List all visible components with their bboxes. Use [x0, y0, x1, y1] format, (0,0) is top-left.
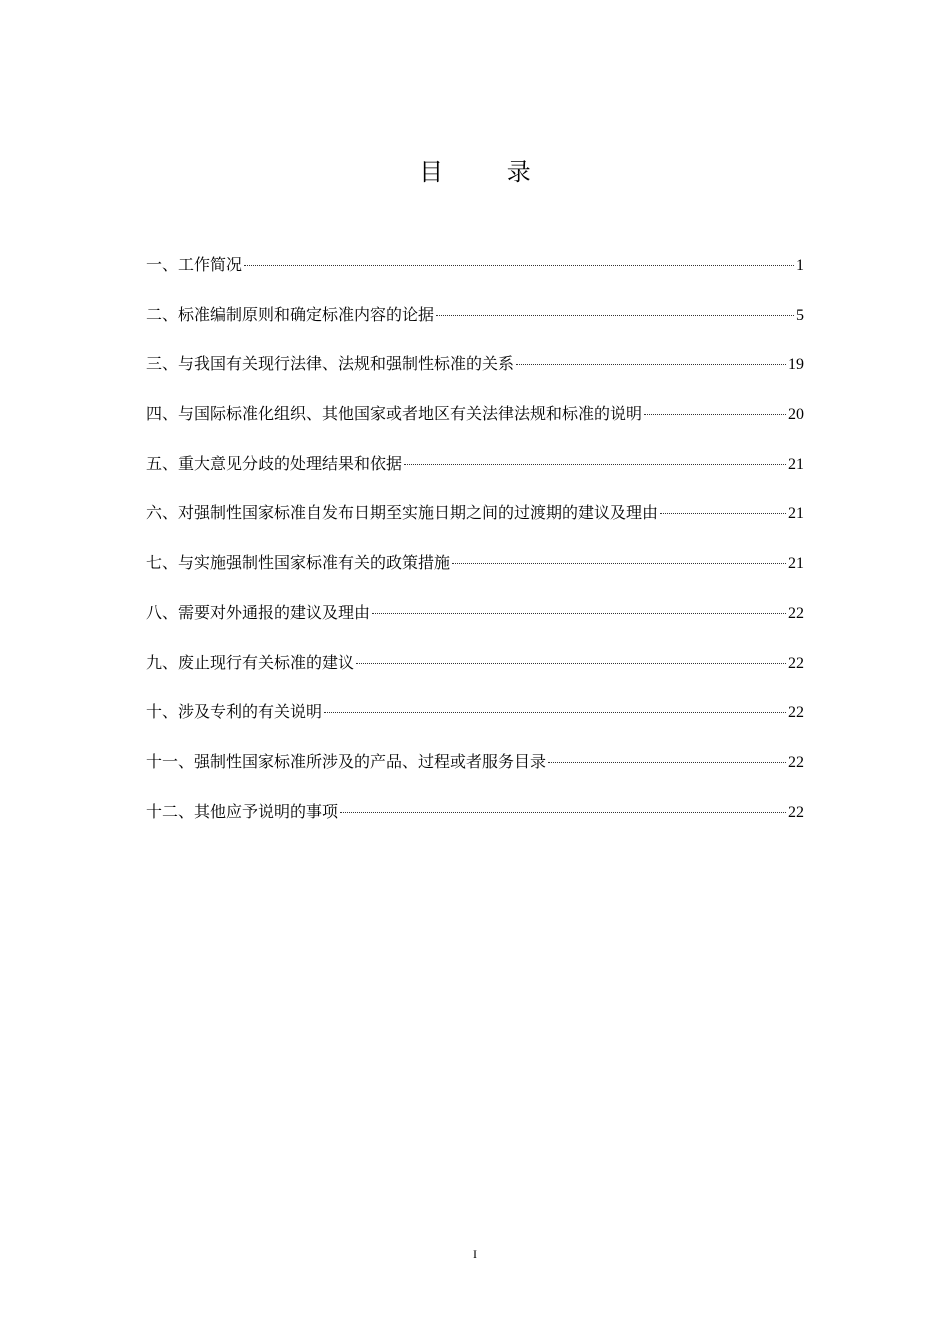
toc-leader-dots	[436, 314, 794, 316]
toc-entry-text: 四、与国际标准化组织、其他国家或者地区有关法律法规和标准的说明	[146, 404, 643, 424]
toc-entry-page: 21	[788, 555, 804, 573]
toc-entry-page: 20	[788, 406, 804, 424]
toc-entry-11[interactable]	[146, 747, 804, 797]
toc-leader-dots	[452, 562, 786, 564]
toc-leader-dots	[356, 662, 786, 664]
toc-entry-text: 一、工作简况	[146, 255, 243, 274]
toc-leader-dots	[548, 761, 786, 763]
toc-entry-page: 22	[788, 704, 804, 722]
toc-entry-page: 22	[788, 753, 804, 771]
toc-entry-text: 五、重大意见分歧的处理结果和依据	[146, 453, 403, 473]
toc-entry-text: 十一、强制性国家标准所涉及的产品、过程或者服务目录	[146, 751, 547, 771]
toc-entry-10[interactable]	[146, 697, 804, 747]
page-number: I	[473, 1247, 477, 1261]
toc-entry-1[interactable]	[146, 250, 804, 300]
toc-entry-6[interactable]	[146, 498, 804, 548]
toc-entry-page: 21	[788, 505, 804, 523]
toc-entry-12[interactable]	[146, 797, 804, 847]
toc-leader-dots	[244, 264, 794, 266]
toc-entry-page: 21	[788, 455, 804, 473]
toc-entry-4[interactable]	[146, 399, 804, 449]
toc-entry-text: 二、标准编制原则和确定标准内容的论据	[146, 304, 435, 324]
toc-entry-8[interactable]	[146, 598, 804, 648]
toc-entry-text: 十、涉及专利的有关说明	[146, 702, 323, 722]
toc-entry-text: 九、废止现行有关标准的建议	[146, 652, 355, 672]
toc-entry-text: 七、与实施强制性国家标准有关的政策措施	[146, 553, 451, 573]
toc-entry-page: 19	[788, 356, 804, 374]
page-title: 目 录	[419, 158, 559, 186]
toc-leader-dots	[660, 512, 786, 514]
toc-entry-page: 5	[796, 306, 804, 324]
table-of-contents	[146, 250, 804, 846]
toc-entry-7[interactable]	[146, 548, 804, 598]
toc-leader-dots	[644, 413, 786, 415]
toc-entry-page: 22	[788, 654, 804, 672]
toc-entry-page: 22	[788, 604, 804, 622]
toc-entry-5[interactable]	[146, 449, 804, 499]
toc-entry-text: 三、与我国有关现行法律、法规和强制性标准的关系	[146, 354, 515, 374]
toc-entry-3[interactable]	[146, 349, 804, 399]
toc-entry-page: 1	[796, 257, 804, 274]
toc-entry-page: 22	[788, 803, 804, 821]
toc-entry-text: 十二、其他应予说明的事项	[146, 801, 339, 821]
toc-leader-dots	[516, 363, 786, 365]
toc-leader-dots	[340, 811, 786, 813]
toc-entry-2[interactable]	[146, 300, 804, 350]
toc-entry-text: 六、对强制性国家标准自发布日期至实施日期之间的过渡期的建议及理由	[146, 503, 659, 523]
toc-leader-dots	[324, 711, 786, 713]
toc-entry-text: 八、需要对外通报的建议及理由	[146, 602, 371, 622]
toc-leader-dots	[372, 612, 786, 614]
toc-leader-dots	[404, 463, 786, 465]
toc-entry-9[interactable]	[146, 648, 804, 698]
